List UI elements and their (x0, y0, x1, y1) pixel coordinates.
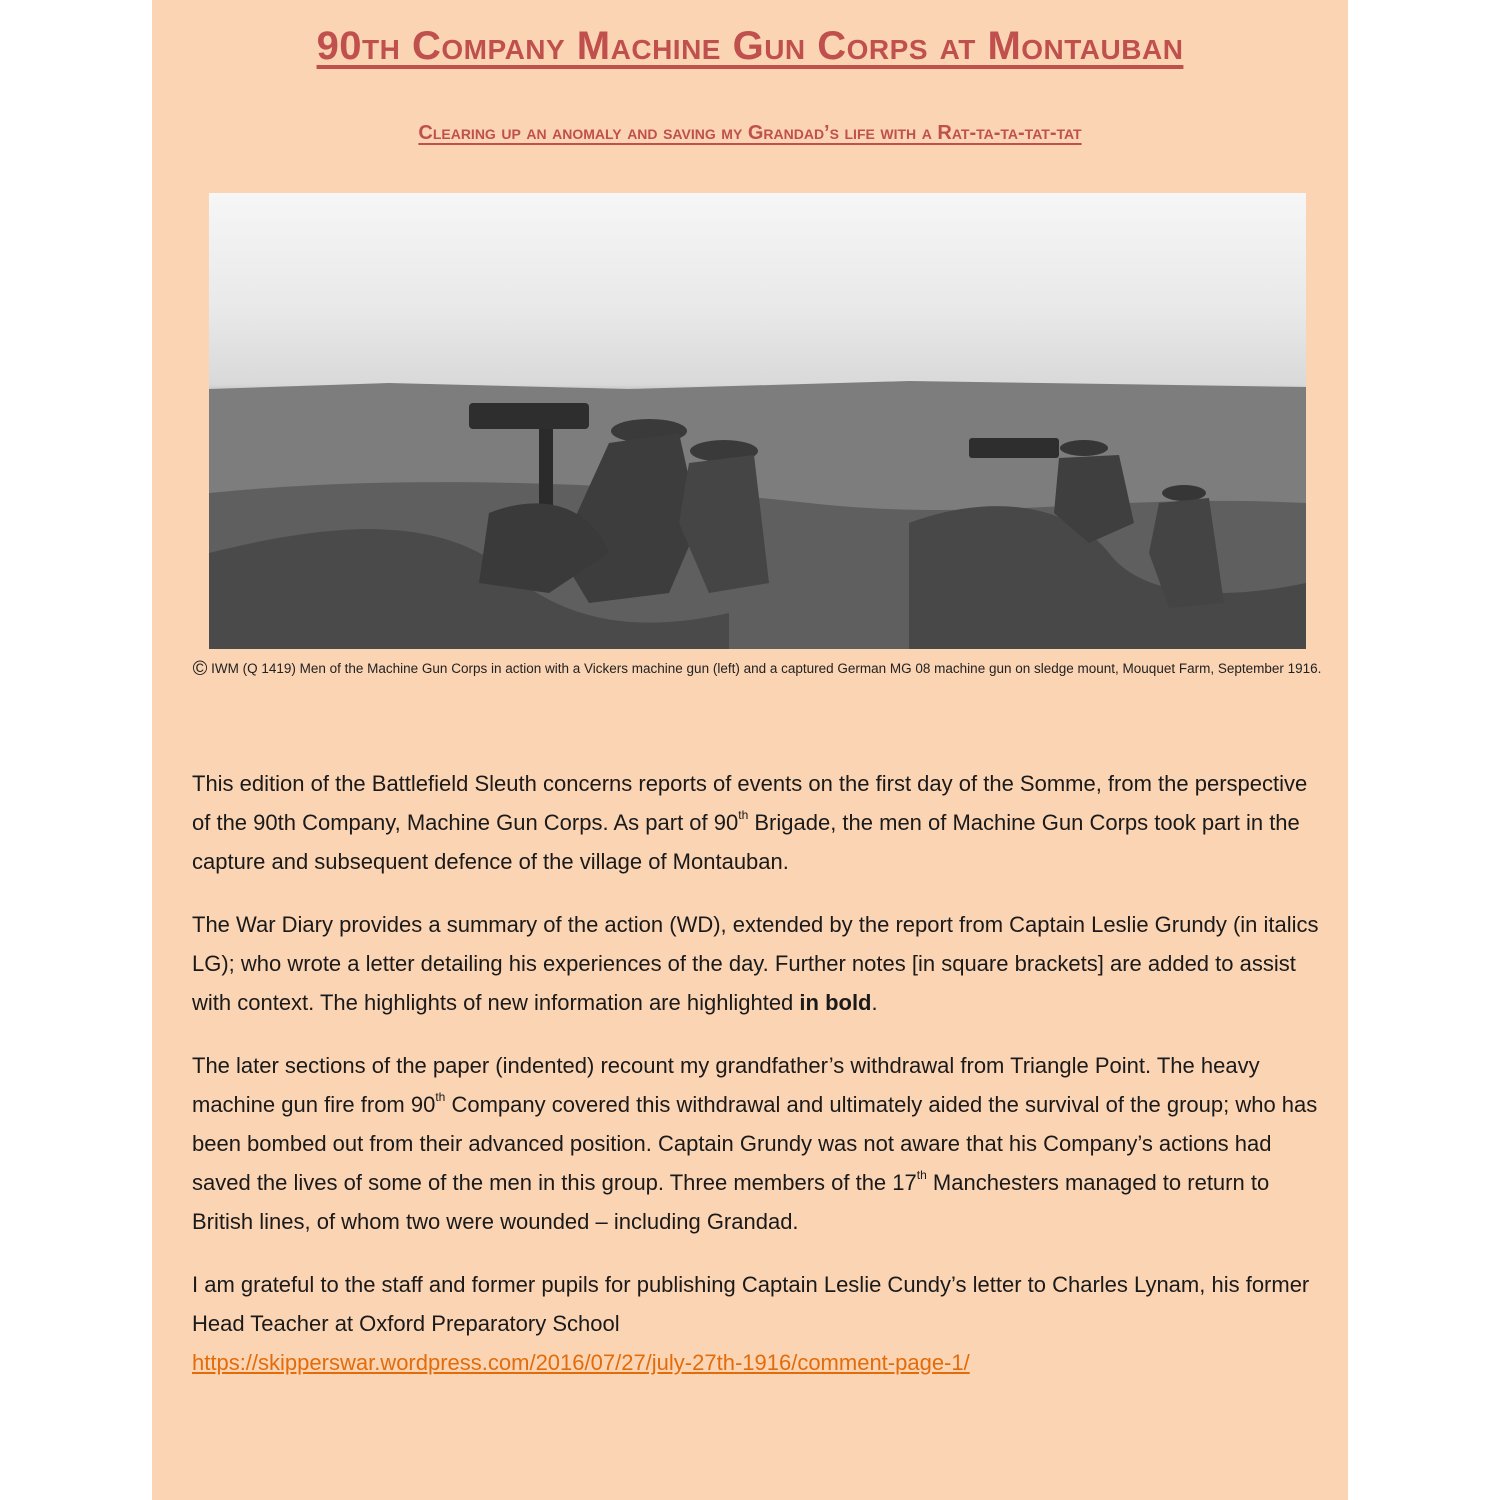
ordinal-suffix: th (435, 1090, 446, 1104)
document-subtitle: Clearing up an anomaly and saving my Grandad’s life with a Rat-ta-ta-tat-tat (418, 122, 1082, 144)
paragraph-war-diary-text-a: The War Diary provides a summary of the action (WD), extended by the report from Captain Leslie Grundy (in italics LG); who wrote a letter detailing his experiences of the day. Further notes [in square brackets] are added to assist with context. The highlights of new information are highlighted (192, 912, 1319, 1015)
paragraph-withdrawal-text-a: The later sections of the paper (indented) recount my grandfather’s withdrawal from Triangle Point. The heavy machine gun fire from 90 (192, 1053, 1260, 1117)
ordinal-suffix: th (916, 1168, 927, 1182)
caption-text: IWM (Q 1419) Men of the Machine Gun Corps in action with a Vickers machine gun (left) and a captured German MG 08 machine gun on sledge mount, Mouquet Farm, September 1916. (211, 661, 1322, 676)
paragraph-intro-text-b: Brigade, the men of Machine Gun Corps took part in the capture and subsequent defence of the village of Montauban. (192, 810, 1300, 874)
paragraph-withdrawal-text-c: Manchesters managed to return to British lines, of whom two were wounded – including Grandad. (192, 1170, 1270, 1234)
paragraph-withdrawal (192, 1046, 1327, 1241)
photo-illustration (209, 193, 1306, 649)
paragraph-intro-text-a: This edition of the Battlefield Sleuth concerns reports of events on the first day of the Somme, from the perspective of the 90th Company, Machine Gun Corps. As part of 90 (192, 771, 1308, 835)
paragraph-war-diary-text-b: . (871, 990, 878, 1015)
body-text (192, 764, 1327, 1406)
bold-text: in bold (799, 990, 872, 1015)
paragraph-withdrawal-text-b: Company covered this withdrawal and ultimately aided the survival of the group; who has been bombed out from their advanced position. Captain Grundy was not aware that his Company’s actions had saved the lives of some of the men in this group. Three members of the 17 (192, 1092, 1318, 1195)
historical-photograph (209, 193, 1306, 649)
document-page (152, 0, 1348, 1500)
document-title: 90th Company Machine Gun Corps at Montauban (316, 24, 1184, 68)
copyright-symbol: © (192, 658, 208, 680)
photo-caption (192, 654, 1322, 684)
ordinal-suffix: th (738, 808, 749, 822)
paragraph-intro (192, 764, 1327, 881)
paragraph-war-diary (192, 905, 1327, 1022)
paragraph-acknowledgement (192, 1265, 1327, 1382)
paragraph-acknowledgement-text: I am grateful to the staff and former pupils for publishing Captain Leslie Cundy’s letter to Charles Lynam, his former Head Teacher at Oxford Preparatory School (192, 1272, 1310, 1336)
source-link[interactable]: https://skipperswar.wordpress.com/2016/07/27/july-27th-1916/comment-page-1/ (192, 1350, 970, 1375)
